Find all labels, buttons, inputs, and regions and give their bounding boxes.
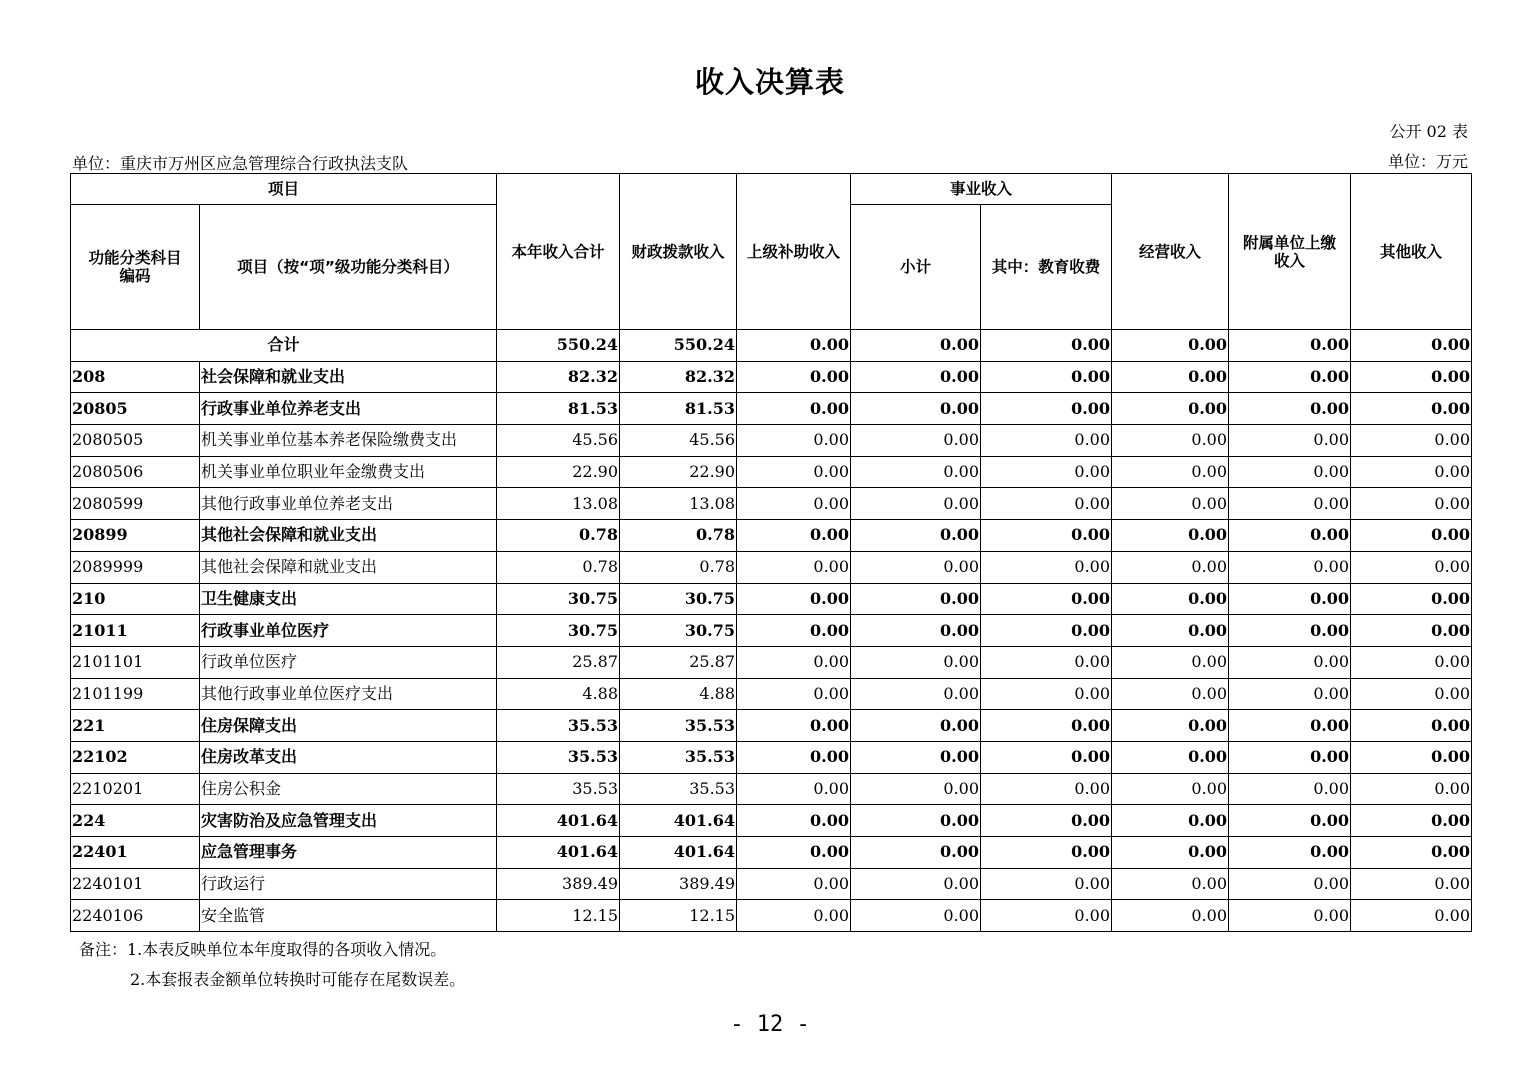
- total-cell: 0.00: [737, 330, 851, 362]
- header-func-code: 功能分类科目编码: [71, 205, 200, 330]
- amount-cell: 0.00: [851, 520, 981, 552]
- amount-cell: 0.00: [1112, 425, 1229, 457]
- amount-cell: 401.64: [497, 837, 620, 869]
- amount-cell: 0.00: [851, 361, 981, 393]
- amount-cell: 0.00: [1351, 615, 1472, 647]
- amount-cell: 0.00: [981, 837, 1112, 869]
- amount-cell: 0.00: [1229, 456, 1351, 488]
- amount-cell: 0.00: [981, 551, 1112, 583]
- header-superior: 上级补助收入: [737, 174, 851, 330]
- amount-cell: 45.56: [620, 425, 737, 457]
- amount-cell: 4.88: [497, 678, 620, 710]
- amount-cell: 0.00: [1229, 837, 1351, 869]
- amount-cell: 13.08: [497, 488, 620, 520]
- total-cell: 0.00: [1112, 330, 1229, 362]
- amount-cell: 0.00: [737, 900, 851, 932]
- total-cell: 0.00: [981, 330, 1112, 362]
- amount-cell: 0.00: [1112, 837, 1229, 869]
- func-code-cell: 20899: [71, 520, 200, 552]
- amount-cell: 0.00: [1112, 805, 1229, 837]
- amount-cell: 0.00: [981, 710, 1112, 742]
- amount-cell: 0.00: [1112, 678, 1229, 710]
- amount-cell: 0.00: [737, 361, 851, 393]
- total-cell: 0.00: [851, 330, 981, 362]
- amount-cell: 0.00: [1351, 488, 1472, 520]
- total-row: [71, 330, 1472, 362]
- amount-cell: 0.00: [1351, 805, 1472, 837]
- amount-cell: 0.00: [851, 583, 981, 615]
- amount-cell: 0.00: [737, 646, 851, 678]
- func-code-cell: 20805: [71, 393, 200, 425]
- amount-cell: 0.00: [737, 868, 851, 900]
- item-name-cell: 行政单位医疗: [200, 646, 497, 678]
- page-title: 收入决算表: [694, 65, 845, 99]
- amount-cell: 0.00: [737, 837, 851, 869]
- amount-cell: 0.00: [1351, 520, 1472, 552]
- amount-cell: 0.00: [1351, 646, 1472, 678]
- amount-cell: 0.00: [981, 646, 1112, 678]
- amount-cell: 0.00: [1229, 710, 1351, 742]
- amount-cell: 401.64: [620, 837, 737, 869]
- item-name-cell: 其他社会保障和就业支出: [200, 551, 497, 583]
- item-name-cell: 安全监管: [200, 900, 497, 932]
- table-row: [71, 868, 1472, 900]
- amount-cell: 35.53: [497, 773, 620, 805]
- amount-cell: 0.00: [981, 741, 1112, 773]
- table-row: [71, 361, 1472, 393]
- amount-cell: 0.00: [981, 456, 1112, 488]
- amount-cell: 0.78: [620, 520, 737, 552]
- amount-cell: 12.15: [497, 900, 620, 932]
- header-other: 其他收入: [1351, 174, 1472, 330]
- amount-cell: 0.00: [1229, 551, 1351, 583]
- table-row: [71, 615, 1472, 647]
- func-code-cell: 2101101: [71, 646, 200, 678]
- amount-cell: 30.75: [620, 583, 737, 615]
- amount-cell: 0.00: [981, 615, 1112, 647]
- amount-cell: 0.00: [851, 900, 981, 932]
- amount-cell: 0.00: [851, 868, 981, 900]
- income-table: [70, 173, 1472, 932]
- header-affiliate: 附属单位上缴收入: [1229, 174, 1351, 330]
- amount-cell: 0.00: [1229, 900, 1351, 932]
- amount-cell: 0.00: [737, 678, 851, 710]
- amount-cell: 0.00: [1351, 837, 1472, 869]
- table-row: [71, 646, 1472, 678]
- item-name-cell: 住房保障支出: [200, 710, 497, 742]
- amount-cell: 82.32: [497, 361, 620, 393]
- amount-cell: 13.08: [620, 488, 737, 520]
- amount-cell: 35.53: [497, 710, 620, 742]
- amount-cell: 0.00: [1351, 425, 1472, 457]
- amount-cell: 22.90: [497, 456, 620, 488]
- amount-cell: 12.15: [620, 900, 737, 932]
- amount-cell: 25.87: [497, 646, 620, 678]
- amount-cell: 0.00: [1112, 583, 1229, 615]
- amount-cell: 0.78: [497, 520, 620, 552]
- item-name-cell: 机关事业单位基本养老保险缴费支出: [200, 425, 497, 457]
- amount-cell: 0.00: [1229, 488, 1351, 520]
- func-code-cell: 2080506: [71, 456, 200, 488]
- amount-cell: 0.00: [981, 361, 1112, 393]
- total-cell: 0.00: [1229, 330, 1351, 362]
- amount-cell: 0.00: [1112, 646, 1229, 678]
- table-body: [71, 330, 1472, 932]
- table-row: [71, 456, 1472, 488]
- amount-cell: 0.00: [1351, 361, 1472, 393]
- amount-cell: 0.00: [851, 425, 981, 457]
- reporting-unit: 单位：重庆市万州区应急管理综合行政执法支队: [72, 154, 409, 173]
- amount-cell: 389.49: [620, 868, 737, 900]
- amount-cell: 0.00: [981, 773, 1112, 805]
- item-name-cell: 行政运行: [200, 868, 497, 900]
- amount-cell: 0.00: [981, 520, 1112, 552]
- item-name-cell: 其他社会保障和就业支出: [200, 520, 497, 552]
- func-code-cell: 21011: [71, 615, 200, 647]
- amount-cell: 30.75: [497, 583, 620, 615]
- func-code-cell: 224: [71, 805, 200, 837]
- amount-cell: 0.00: [981, 488, 1112, 520]
- amount-cell: 81.53: [497, 393, 620, 425]
- func-code-cell: 2080599: [71, 488, 200, 520]
- amount-cell: 0.00: [1112, 773, 1229, 805]
- amount-cell: 0.00: [851, 393, 981, 425]
- currency-unit: 单位：万元: [1387, 152, 1468, 171]
- table-row: [71, 678, 1472, 710]
- amount-cell: 0.00: [1112, 900, 1229, 932]
- item-name-cell: 行政事业单位医疗: [200, 615, 497, 647]
- amount-cell: 0.00: [1229, 646, 1351, 678]
- amount-cell: 0.00: [981, 425, 1112, 457]
- table-row: [71, 773, 1472, 805]
- header-education: 其中：教育收费: [981, 205, 1112, 330]
- amount-cell: 0.00: [851, 741, 981, 773]
- page-number: - 12 -: [730, 1012, 810, 1037]
- item-name-cell: 机关事业单位职业年金缴费支出: [200, 456, 497, 488]
- func-code-cell: 210: [71, 583, 200, 615]
- amount-cell: 0.00: [737, 551, 851, 583]
- func-code-cell: 2240101: [71, 868, 200, 900]
- item-name-cell: 其他行政事业单位医疗支出: [200, 678, 497, 710]
- table-row: [71, 551, 1472, 583]
- amount-cell: 0.00: [1112, 393, 1229, 425]
- item-name-cell: 社会保障和就业支出: [200, 361, 497, 393]
- amount-cell: 0.00: [1229, 393, 1351, 425]
- amount-cell: 35.53: [497, 741, 620, 773]
- amount-cell: 0.00: [1351, 393, 1472, 425]
- amount-cell: 35.53: [620, 710, 737, 742]
- table-row: [71, 805, 1472, 837]
- amount-cell: 0.00: [1112, 551, 1229, 583]
- func-code-cell: 208: [71, 361, 200, 393]
- amount-cell: 0.00: [851, 615, 981, 647]
- amount-cell: 0.00: [1112, 456, 1229, 488]
- table-row: [71, 520, 1472, 552]
- amount-cell: 0.00: [737, 393, 851, 425]
- amount-cell: 0.00: [1112, 488, 1229, 520]
- amount-cell: 0.00: [1351, 710, 1472, 742]
- amount-cell: 0.00: [1351, 551, 1472, 583]
- header-business-group: 事业收入: [851, 174, 1112, 205]
- header-subtotal: 小计: [851, 205, 981, 330]
- func-code-cell: 22401: [71, 837, 200, 869]
- amount-cell: 82.32: [620, 361, 737, 393]
- amount-cell: 0.00: [1351, 868, 1472, 900]
- amount-cell: 0.00: [1112, 361, 1229, 393]
- table-row: [71, 425, 1472, 457]
- amount-cell: 0.00: [1112, 710, 1229, 742]
- note-2: 2.本套报表金额单位转换时可能存在尾数误差。: [130, 970, 466, 989]
- amount-cell: 0.00: [737, 488, 851, 520]
- amount-cell: 0.00: [1229, 773, 1351, 805]
- table-row: [71, 583, 1472, 615]
- header-project: 项目: [71, 174, 497, 205]
- amount-cell: 0.00: [1112, 868, 1229, 900]
- amount-cell: 35.53: [620, 773, 737, 805]
- amount-cell: 0.00: [1229, 678, 1351, 710]
- amount-cell: 0.00: [1229, 868, 1351, 900]
- amount-cell: 0.00: [1351, 456, 1472, 488]
- amount-cell: 0.00: [1112, 615, 1229, 647]
- amount-cell: 0.00: [1229, 805, 1351, 837]
- amount-cell: 0.00: [737, 583, 851, 615]
- amount-cell: 0.00: [737, 615, 851, 647]
- amount-cell: 401.64: [497, 805, 620, 837]
- header-row-1: [71, 174, 1472, 205]
- amount-cell: 0.00: [1112, 741, 1229, 773]
- amount-cell: 0.00: [737, 741, 851, 773]
- form-number: 公开 02 表: [1389, 122, 1468, 141]
- amount-cell: 0.00: [1112, 520, 1229, 552]
- amount-cell: 0.00: [737, 773, 851, 805]
- item-name-cell: 应急管理事务: [200, 837, 497, 869]
- item-name-cell: 卫生健康支出: [200, 583, 497, 615]
- amount-cell: 0.00: [851, 710, 981, 742]
- header-fiscal: 财政拨款收入: [620, 174, 737, 330]
- amount-cell: 0.00: [1351, 678, 1472, 710]
- amount-cell: 0.00: [737, 520, 851, 552]
- func-code-cell: 2089999: [71, 551, 200, 583]
- amount-cell: 0.00: [851, 456, 981, 488]
- header-total: 本年收入合计: [497, 174, 620, 330]
- amount-cell: 0.00: [1351, 773, 1472, 805]
- table-row: [71, 488, 1472, 520]
- total-cell: 550.24: [620, 330, 737, 362]
- amount-cell: 0.00: [981, 393, 1112, 425]
- amount-cell: 0.00: [1229, 425, 1351, 457]
- amount-cell: 0.00: [737, 456, 851, 488]
- total-cell: 550.24: [497, 330, 620, 362]
- func-code-cell: 221: [71, 710, 200, 742]
- amount-cell: 0.00: [851, 805, 981, 837]
- table-row: [71, 710, 1472, 742]
- amount-cell: 0.00: [1229, 583, 1351, 615]
- amount-cell: 0.00: [1351, 741, 1472, 773]
- amount-cell: 0.00: [851, 551, 981, 583]
- amount-cell: 0.00: [737, 805, 851, 837]
- item-name-cell: 住房改革支出: [200, 741, 497, 773]
- item-name-cell: 其他行政事业单位养老支出: [200, 488, 497, 520]
- amount-cell: 35.53: [620, 741, 737, 773]
- total-cell: 0.00: [1351, 330, 1472, 362]
- func-code-cell: 2210201: [71, 773, 200, 805]
- amount-cell: 0.00: [1351, 900, 1472, 932]
- amount-cell: 0.00: [1229, 361, 1351, 393]
- amount-cell: 401.64: [620, 805, 737, 837]
- func-code-cell: 2101199: [71, 678, 200, 710]
- amount-cell: 0.00: [851, 646, 981, 678]
- amount-cell: 45.56: [497, 425, 620, 457]
- amount-cell: 0.00: [851, 773, 981, 805]
- amount-cell: 0.00: [851, 837, 981, 869]
- func-code-cell: 22102: [71, 741, 200, 773]
- table-row: [71, 837, 1472, 869]
- amount-cell: 0.00: [981, 678, 1112, 710]
- amount-cell: 0.78: [620, 551, 737, 583]
- amount-cell: 0.00: [1229, 520, 1351, 552]
- func-code-cell: 2080505: [71, 425, 200, 457]
- item-name-cell: 行政事业单位养老支出: [200, 393, 497, 425]
- amount-cell: 0.00: [1229, 741, 1351, 773]
- amount-cell: 25.87: [620, 646, 737, 678]
- amount-cell: 4.88: [620, 678, 737, 710]
- amount-cell: 0.00: [737, 425, 851, 457]
- amount-cell: 0.00: [981, 900, 1112, 932]
- item-name-cell: 灾害防治及应急管理支出: [200, 805, 497, 837]
- table-row: [71, 900, 1472, 932]
- amount-cell: 30.75: [497, 615, 620, 647]
- amount-cell: 30.75: [620, 615, 737, 647]
- header-item-name: 项目（按“项”级功能分类科目）: [200, 205, 497, 330]
- func-code-cell: 2240106: [71, 900, 200, 932]
- amount-cell: 0.00: [981, 583, 1112, 615]
- amount-cell: 389.49: [497, 868, 620, 900]
- amount-cell: 0.00: [981, 868, 1112, 900]
- table-row: [71, 393, 1472, 425]
- header-operating: 经营收入: [1112, 174, 1229, 330]
- amount-cell: 0.00: [981, 805, 1112, 837]
- item-name-cell: 住房公积金: [200, 773, 497, 805]
- table-row: [71, 741, 1472, 773]
- amount-cell: 0.00: [1229, 615, 1351, 647]
- amount-cell: 81.53: [620, 393, 737, 425]
- amount-cell: 0.00: [737, 710, 851, 742]
- amount-cell: 0.78: [497, 551, 620, 583]
- amount-cell: 22.90: [620, 456, 737, 488]
- amount-cell: 0.00: [851, 488, 981, 520]
- amount-cell: 0.00: [1351, 583, 1472, 615]
- total-label: 合计: [71, 330, 497, 362]
- amount-cell: 0.00: [851, 678, 981, 710]
- note-1: 备注：1.本表反映单位本年度取得的各项收入情况。: [79, 940, 447, 959]
